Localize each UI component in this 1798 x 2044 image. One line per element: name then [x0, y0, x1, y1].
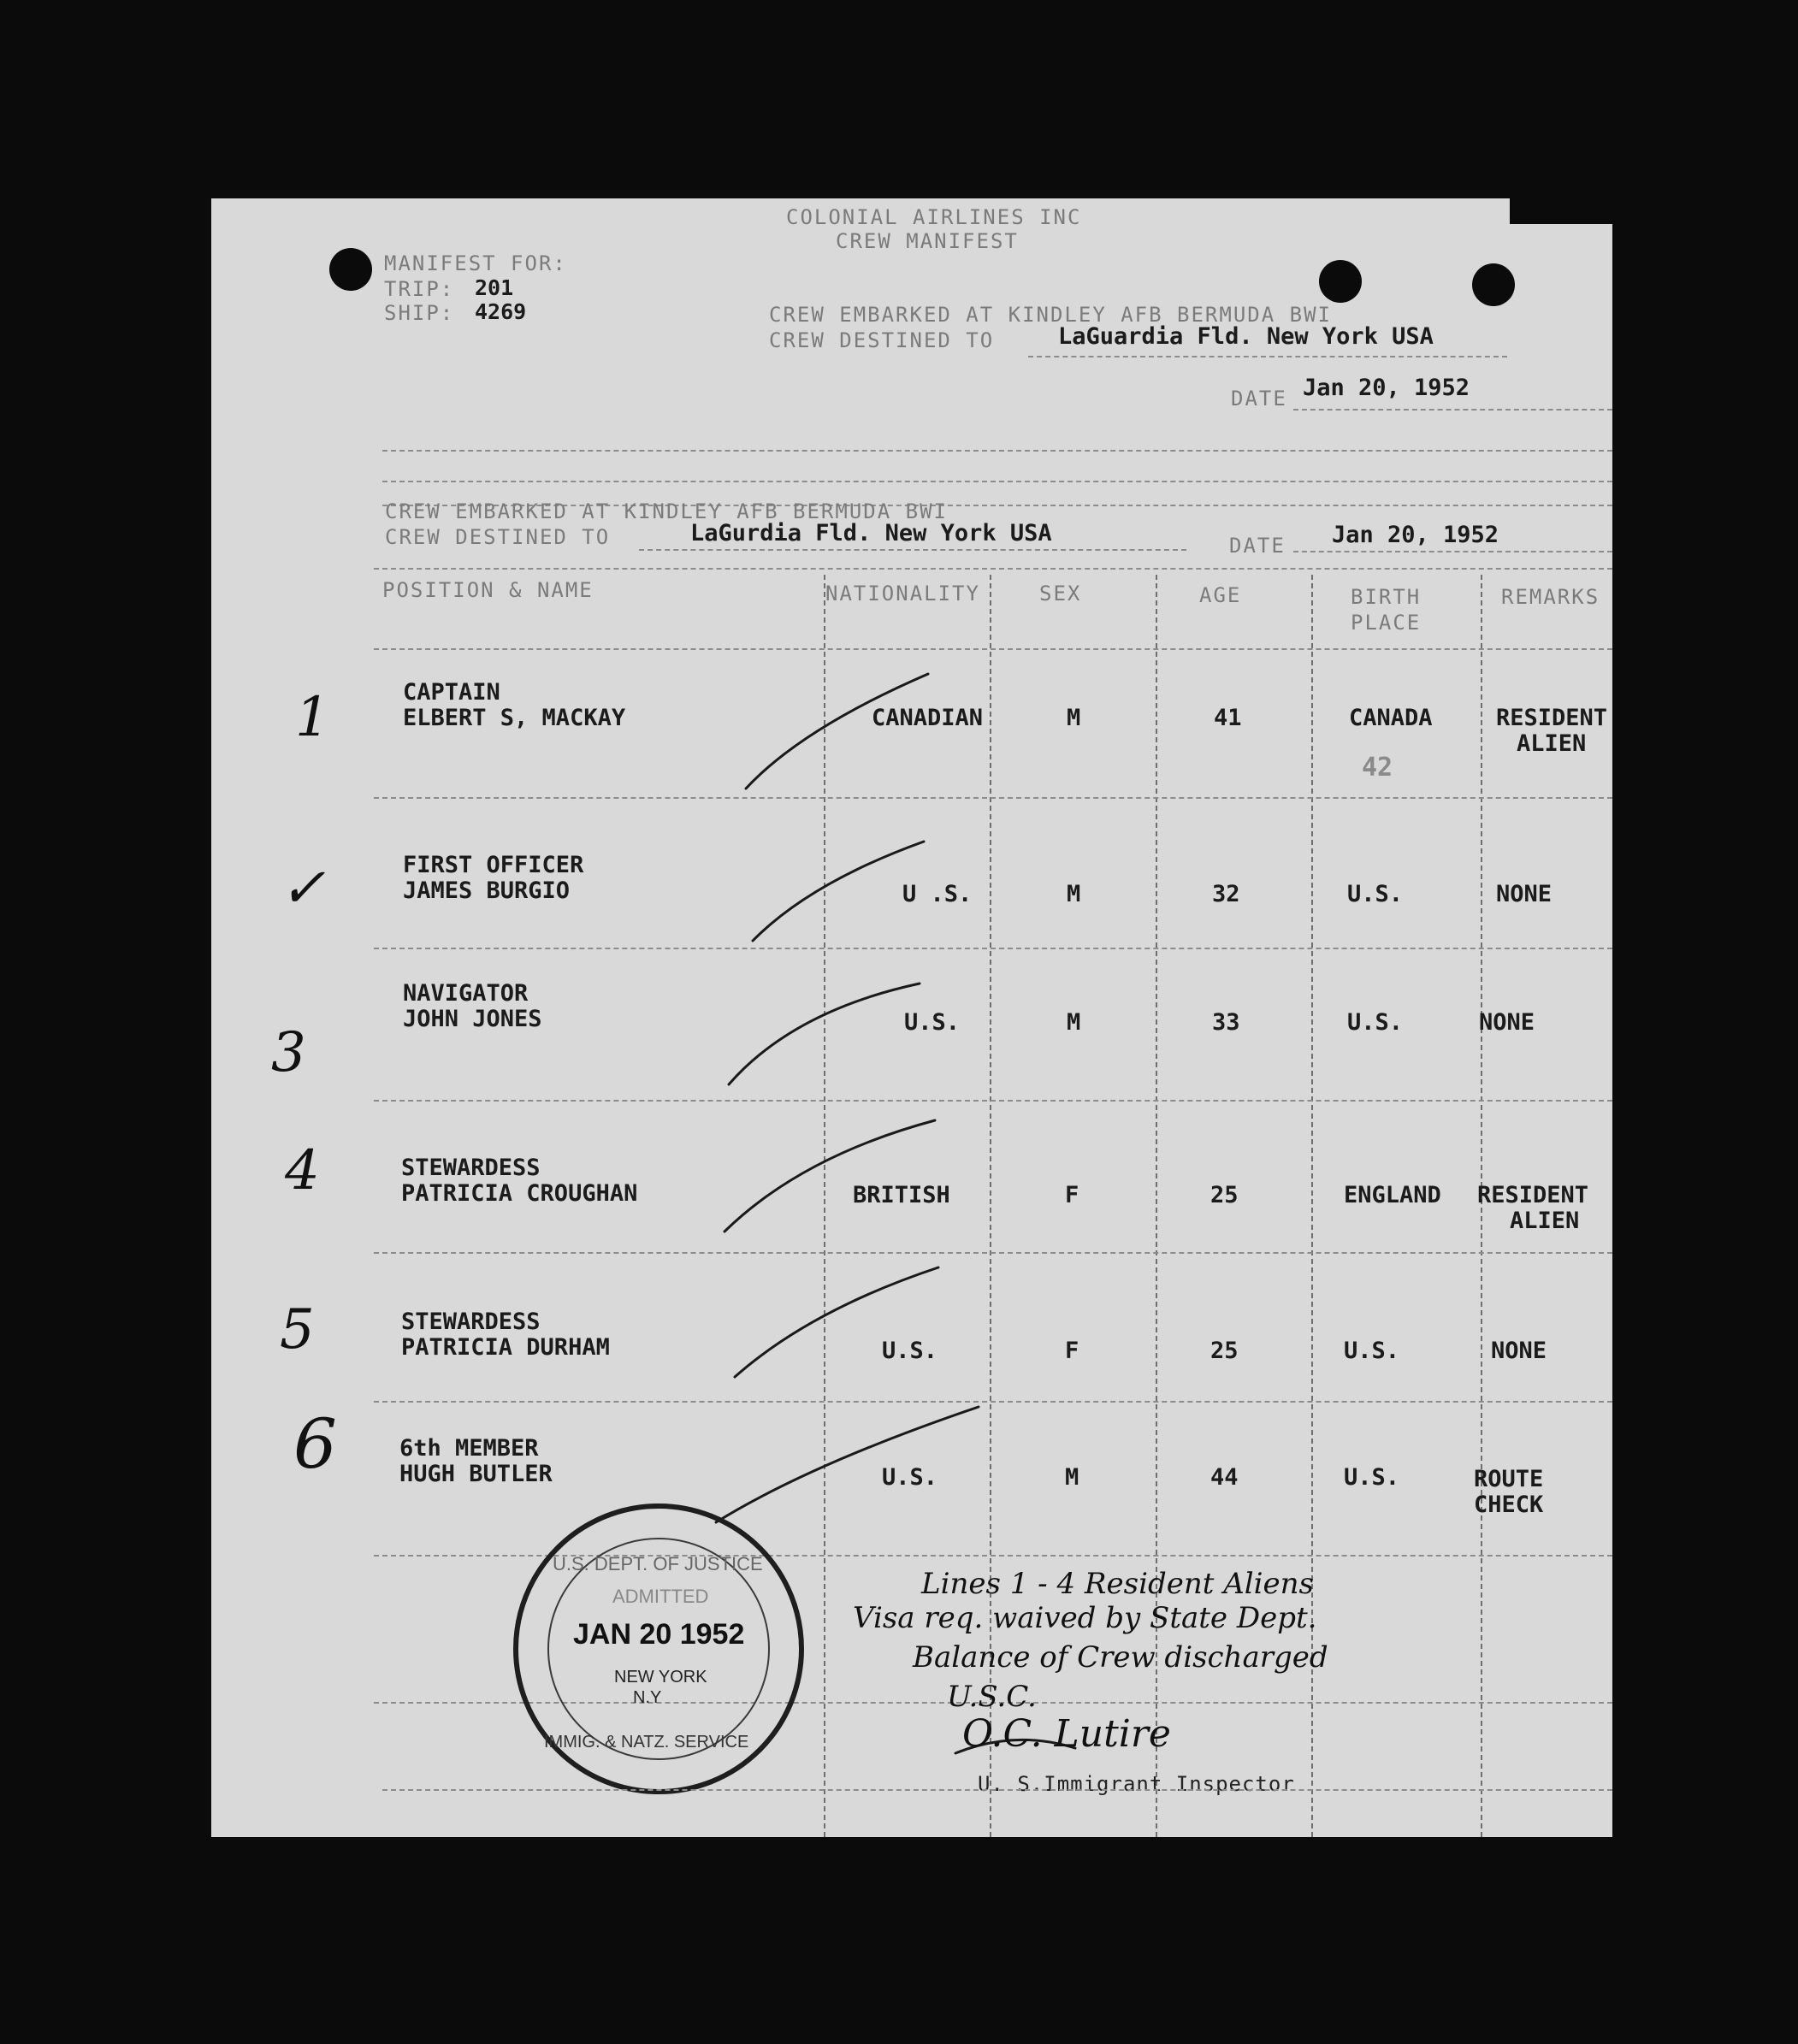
row-number: 5 [280, 1298, 315, 1362]
crew-remarks: CHECK [1474, 1492, 1544, 1518]
check-stroke [735, 1267, 938, 1377]
trip-label: TRIP: [384, 277, 455, 301]
embarked-label-2: CREW EMBARKED AT KINDLEY AFB BERMUDA BWI [385, 499, 948, 523]
crew-nationality: U .S. [902, 881, 973, 907]
crew-remarks: ROUTE [1474, 1466, 1544, 1492]
crew-sex: M [1065, 1464, 1079, 1491]
crew-birthplace: U.S. [1347, 1009, 1404, 1036]
col-position-name: POSITION & NAME [382, 578, 594, 602]
crew-age: 32 [1212, 881, 1240, 907]
crew-name: ELBERT S, MACKAY [403, 705, 626, 731]
handwritten-note-line: Balance of Crew discharged [913, 1640, 1328, 1675]
col-remarks: REMARKS [1501, 585, 1600, 609]
date-label: DATE [1231, 387, 1287, 411]
crew-age: 25 [1210, 1182, 1239, 1208]
check-stroke [725, 1120, 935, 1232]
stamp-state: N.Y [633, 1688, 662, 1707]
inspector-signature: O.C. Lutire [962, 1712, 1171, 1756]
check-marks [211, 198, 1612, 1837]
crew-age: 41 [1214, 705, 1242, 731]
crew-position: STEWARDESS [401, 1309, 541, 1335]
row-number: 1 [295, 686, 330, 749]
crew-name: JOHN JONES [403, 1006, 542, 1032]
crew-remarks: RESIDENT [1496, 705, 1608, 731]
row-number: 3 [271, 1021, 306, 1084]
crew-remarks: RESIDENT [1477, 1182, 1589, 1208]
crew-nationality: CANADIAN [872, 705, 984, 731]
stamp-bottom-text: IMMIG. & NATZ. SERVICE [544, 1733, 749, 1752]
crew-name: PATRICIA DURHAM [401, 1334, 610, 1361]
manifest-for-label: MANIFEST FOR: [384, 251, 567, 275]
date-label-2: DATE [1229, 534, 1286, 558]
crew-sex: F [1065, 1182, 1079, 1208]
stamp-city: NEW YORK [614, 1668, 707, 1687]
handwritten-note-line: Visa req. waived by State Dept. [853, 1601, 1317, 1635]
crew-remarks: ALIEN [1510, 1208, 1580, 1234]
inspector-label: U. S.Immigrant Inspector [978, 1772, 1295, 1796]
destined-label-2: CREW DESTINED TO [385, 525, 611, 549]
ship-label: SHIP: [384, 301, 455, 325]
crew-sex: M [1067, 705, 1081, 731]
destined-label: CREW DESTINED TO [769, 328, 995, 352]
row-number: 6 [293, 1404, 337, 1484]
col-age: AGE [1199, 583, 1242, 607]
crew-nationality: BRITISH [853, 1182, 950, 1208]
crew-remarks: NONE [1479, 1009, 1535, 1036]
crew-age: 25 [1210, 1338, 1239, 1364]
crew-sex: F [1065, 1338, 1079, 1364]
crew-name: PATRICIA CROUGHAN [401, 1180, 638, 1207]
date-value: Jan 20, 1952 [1303, 375, 1470, 401]
col-place: PLACE [1351, 611, 1422, 635]
destined-value-2: LaGurdia Fld. New York USA [690, 520, 1052, 546]
crew-position: 6th MEMBER [399, 1435, 539, 1462]
handwritten-note-line: Lines 1 - 4 Resident Aliens [921, 1567, 1314, 1601]
manifest-title: CREW MANIFEST [836, 229, 1019, 253]
crew-remarks: NONE [1496, 881, 1553, 907]
check-stroke [729, 984, 920, 1084]
crew-position: FIRST OFFICER [403, 852, 584, 878]
row-number: 4 [285, 1139, 320, 1202]
crew-sex: M [1067, 881, 1081, 907]
crew-name: JAMES BURGIO [403, 877, 571, 904]
crew-birthplace: U.S. [1347, 881, 1404, 907]
crew-position: CAPTAIN [403, 679, 500, 706]
check-stroke [716, 1407, 979, 1522]
crew-birthplace: CANADA [1349, 705, 1433, 731]
handwritten-note-line: U.S.C. [947, 1680, 1037, 1714]
crew-birthplace: U.S. [1344, 1338, 1400, 1364]
col-sex: SEX [1039, 582, 1082, 606]
company-name: COLONIAL AIRLINES INC [786, 205, 1082, 229]
margin-mark [224, 239, 310, 242]
crew-birthplace: ENGLAND [1344, 1182, 1441, 1208]
crew-nationality: U.S. [904, 1009, 961, 1036]
crew-remarks: ALIEN [1517, 730, 1587, 757]
check-stroke [746, 674, 928, 789]
age-note: 42 [1362, 753, 1393, 783]
ship-value: 4269 [475, 299, 527, 324]
trip-value: 201 [475, 275, 514, 300]
stamp-top-text: U.S. DEPT. OF JUSTICE [553, 1553, 763, 1574]
crew-birthplace: U.S. [1344, 1464, 1400, 1491]
crew-position: NAVIGATOR [403, 980, 529, 1007]
crew-position: STEWARDESS [401, 1155, 541, 1181]
embarked-label: CREW EMBARKED AT KINDLEY AFB BERMUDA BWI [769, 303, 1332, 327]
col-birth: BIRTH [1351, 585, 1422, 609]
bottom-rule [382, 1789, 1612, 1791]
check-stroke [753, 842, 924, 941]
crew-age: 44 [1210, 1464, 1239, 1491]
crew-sex: M [1067, 1009, 1081, 1036]
stamp-middle-text: ADMITTED [612, 1586, 709, 1607]
crew-nationality: U.S. [882, 1338, 938, 1364]
crew-name: HUGH BUTLER [399, 1461, 553, 1487]
row-number: ✓ [280, 857, 326, 920]
admission-stamp [513, 1503, 804, 1794]
stamp-date: JAN 20 1952 [573, 1618, 745, 1651]
crew-age: 33 [1212, 1009, 1240, 1036]
crew-remarks: NONE [1491, 1338, 1547, 1364]
manifest-page [211, 198, 1612, 1837]
destined-value: LaGuardia Fld. New York USA [1058, 323, 1434, 350]
col-nationality: NATIONALITY [825, 582, 980, 606]
date-value-2: Jan 20, 1952 [1332, 522, 1499, 548]
crew-nationality: U.S. [882, 1464, 938, 1491]
